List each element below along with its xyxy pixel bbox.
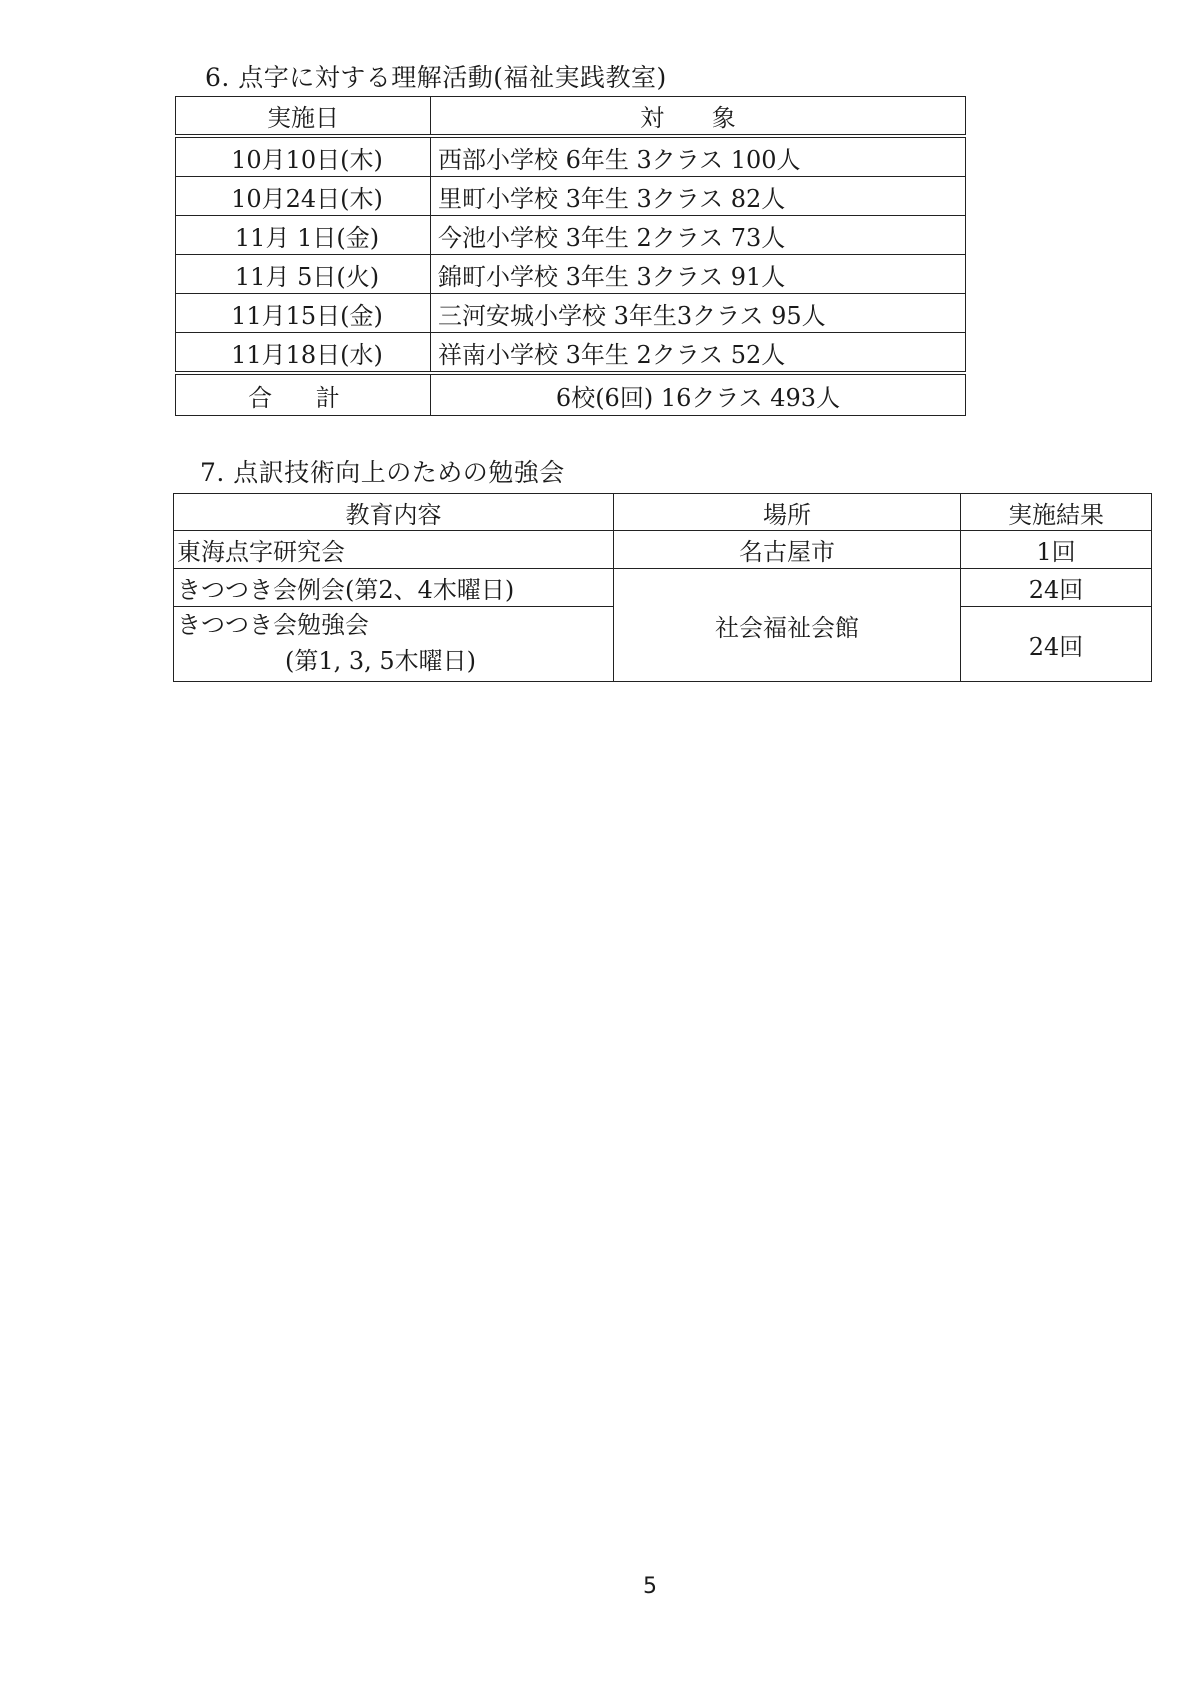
row-date: 11月15日(金) — [176, 294, 431, 333]
row-content-line2: (第1, 3, 5木曜日) — [285, 647, 477, 675]
row-target: 祥南小学校 3年生 2クラス 52人 — [431, 333, 966, 374]
table-row — [176, 333, 966, 374]
table-row — [176, 136, 966, 177]
row-date: 11月 5日(火) — [176, 255, 431, 294]
header-content: 教育内容 — [174, 494, 614, 531]
table-row — [176, 177, 966, 216]
table-header-row — [174, 494, 1152, 531]
table-row — [176, 216, 966, 255]
header-result: 実施結果 — [961, 494, 1152, 531]
row-date: 10月24日(木) — [176, 177, 431, 216]
row-content-line1: きつつき会勉強会 — [177, 611, 369, 639]
shared-place: 社会福祉会館 — [614, 569, 961, 682]
row-date: 10月10日(木) — [176, 136, 431, 177]
row-content: きつつき会例会(第2、4木曜日) — [174, 569, 614, 607]
total-row — [176, 373, 966, 416]
table-row — [174, 531, 1152, 569]
total-value: 6校(6回) 16クラス 493人 — [431, 373, 966, 416]
section-6-heading: 6. 点字に対する理解活動(福祉実践教室) — [205, 63, 667, 92]
row-date: 11月18日(水) — [176, 333, 431, 374]
study-session-table — [173, 493, 1152, 682]
page-number: 5 — [643, 1574, 657, 1599]
row-target: 今池小学校 3年生 2クラス 73人 — [431, 216, 966, 255]
row-content — [174, 607, 614, 682]
row-content: 東海点字研究会 — [174, 531, 614, 569]
total-label: 合 計 — [176, 373, 431, 416]
section-7-heading: 7. 点訳技術向上のための勉強会 — [200, 458, 565, 487]
row-place: 名古屋市 — [614, 531, 961, 569]
row-date: 11月 1日(金) — [176, 216, 431, 255]
row-target: 西部小学校 6年生 3クラス 100人 — [431, 136, 966, 177]
row-result: 1回 — [961, 531, 1152, 569]
table-row — [176, 255, 966, 294]
header-date: 実施日 — [176, 97, 431, 137]
header-place: 場所 — [614, 494, 961, 531]
header-target: 対 象 — [431, 97, 966, 137]
table-header-row — [176, 97, 966, 137]
row-target: 三河安城小学校 3年生3クラス 95人 — [431, 294, 966, 333]
row-target: 里町小学校 3年生 3クラス 82人 — [431, 177, 966, 216]
braille-activity-table — [175, 96, 966, 416]
table-row — [176, 294, 966, 333]
row-result: 24回 — [961, 569, 1152, 607]
row-result: 24回 — [961, 607, 1152, 682]
table-row — [174, 569, 1152, 607]
row-target: 錦町小学校 3年生 3クラス 91人 — [431, 255, 966, 294]
